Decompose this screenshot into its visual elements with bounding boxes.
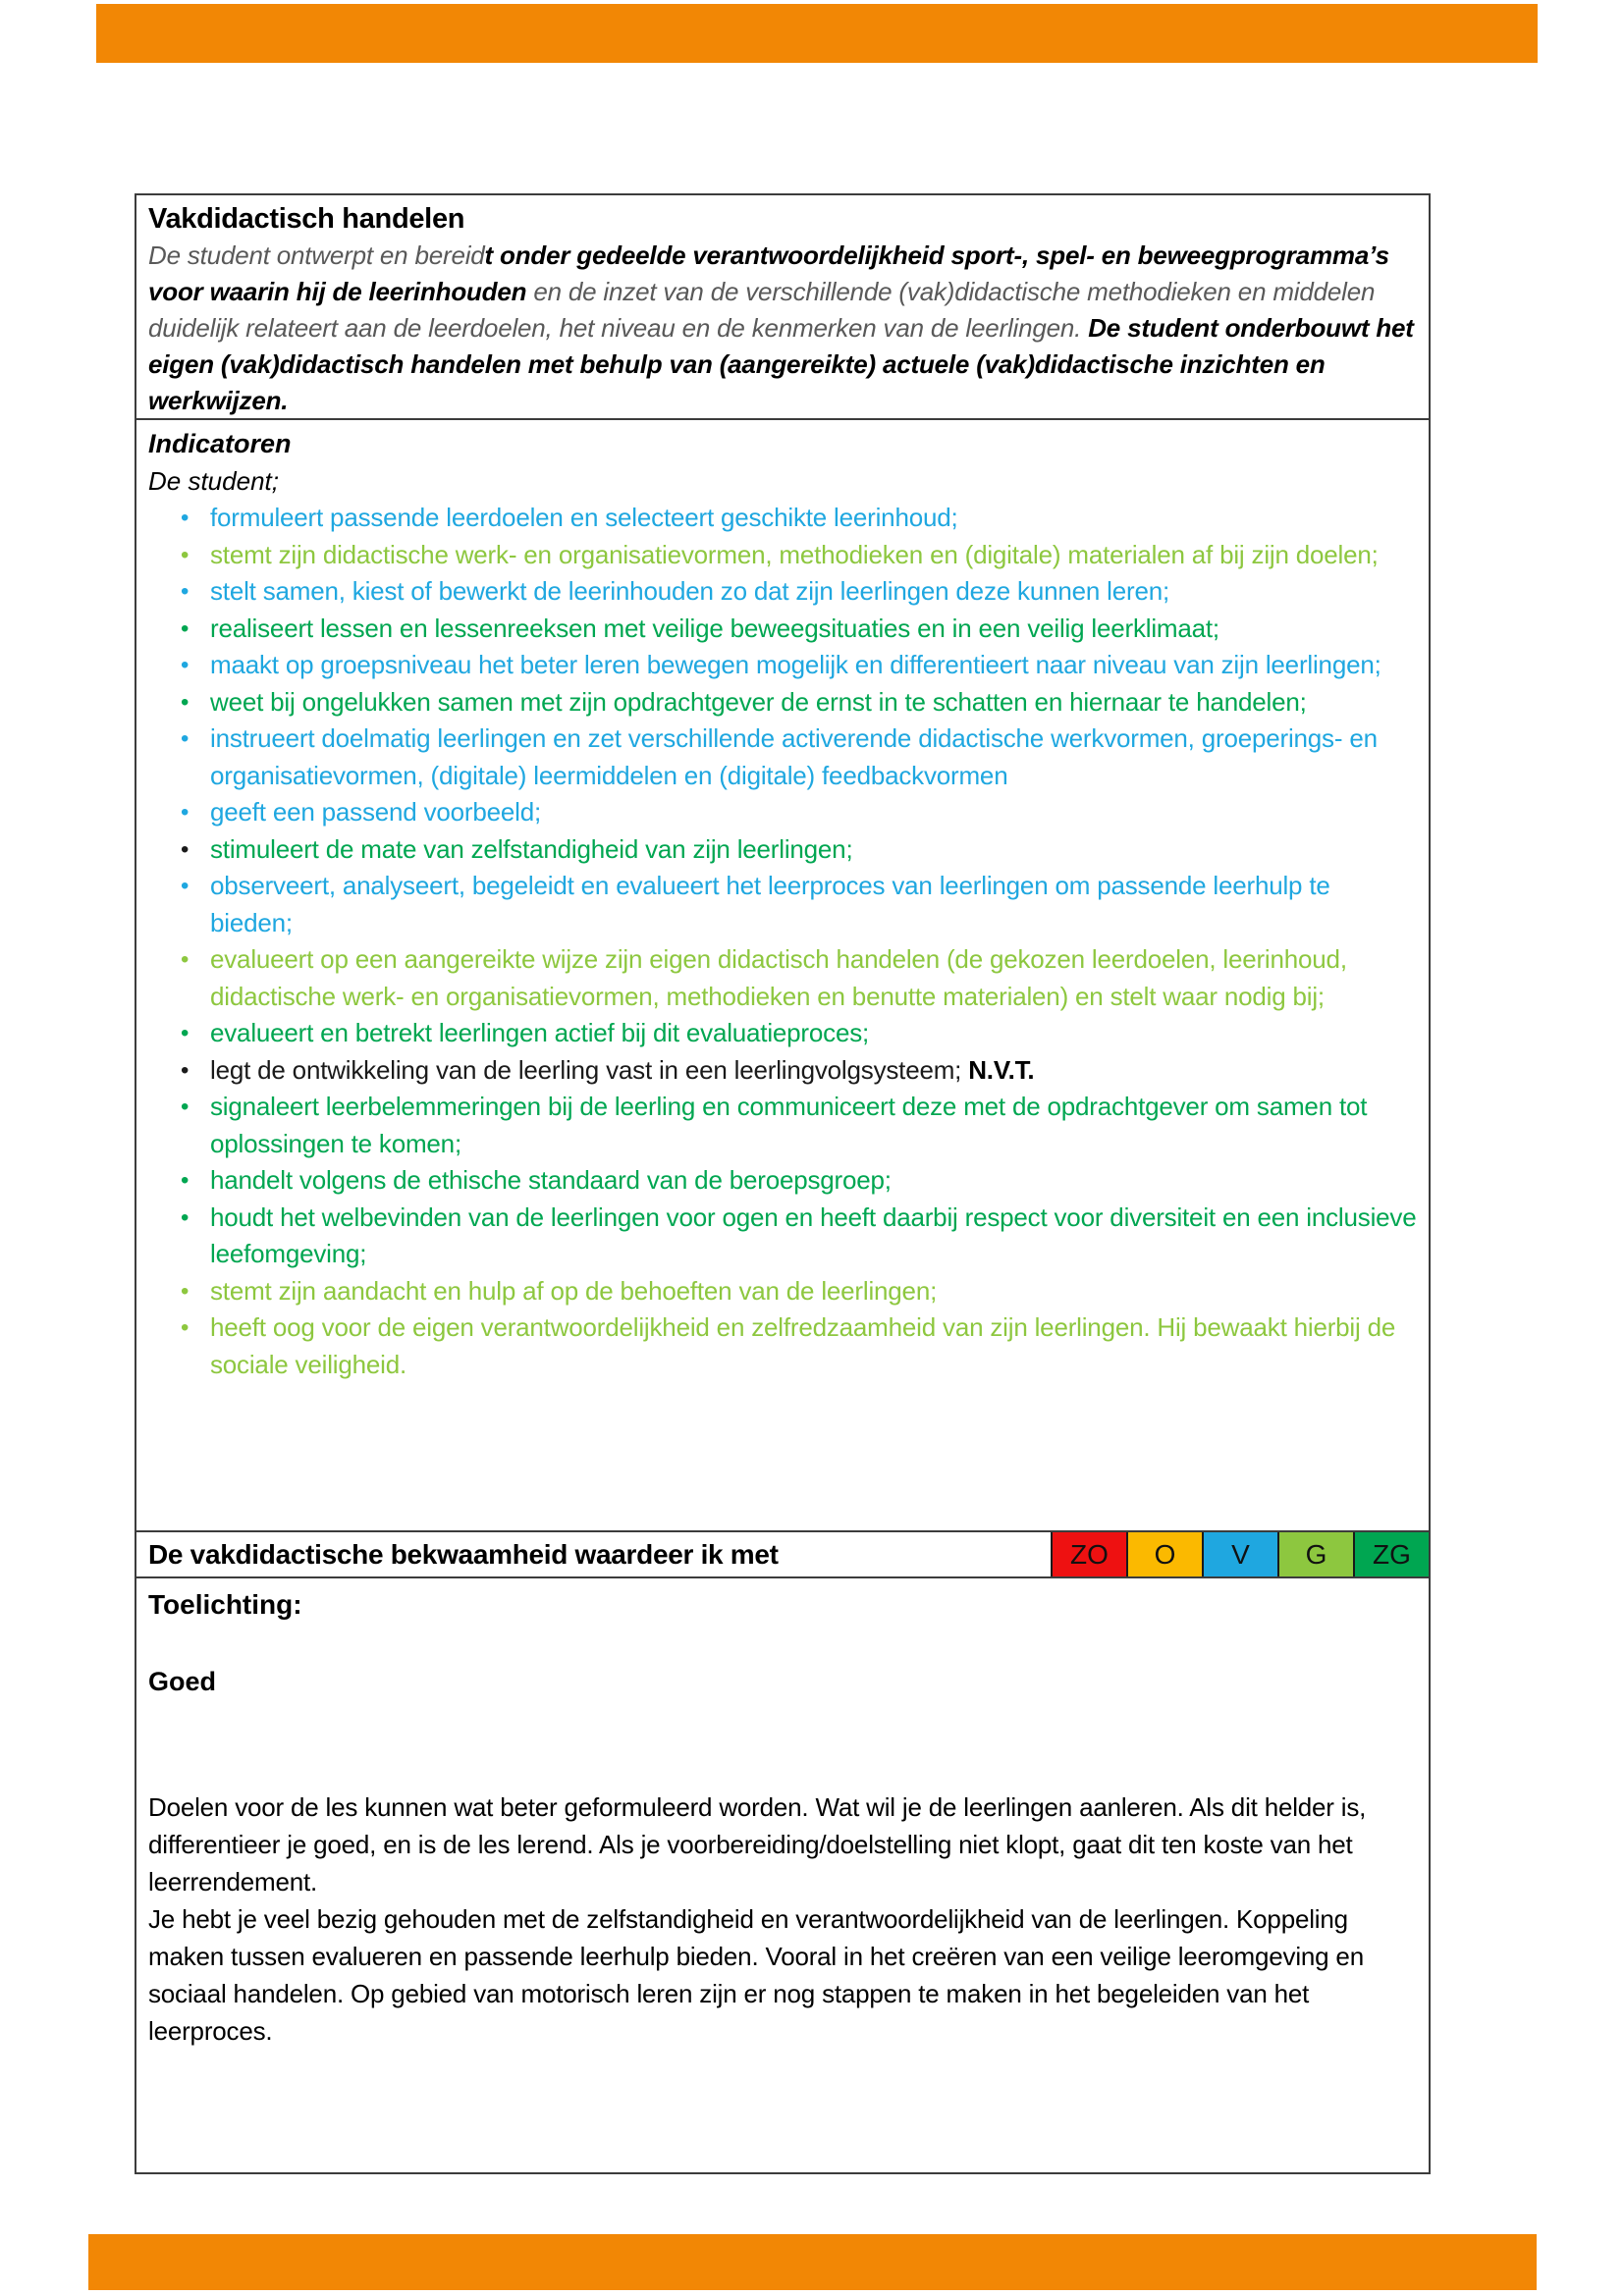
bullet-icon: • xyxy=(181,688,189,716)
competence-description xyxy=(148,238,1417,419)
indicator-text: stemt zijn aandacht en hulp af op de behoeften van de leerlingen; xyxy=(210,1275,938,1306)
section-competence xyxy=(136,195,1429,420)
bullet-icon: • xyxy=(181,1056,189,1084)
indicator-item xyxy=(148,684,1417,721)
indicator-text: heeft oog voor de eigen verantwoordelijkheid en zelfredzaamheid van zijn leerlingen. Hij bewaakt hierbij de sociale veiligheid. xyxy=(210,1312,1396,1379)
indicator-item xyxy=(148,1200,1417,1273)
indicator-item xyxy=(148,721,1417,794)
bullet-icon: • xyxy=(181,799,189,826)
bullet-icon: • xyxy=(181,505,189,531)
indicator-text: instrueert doelmatig leerlingen en zet verschillende activerende didactische werkvormen, groeperings- en organisatievormen, (digitale) leermiddelen en (digitale) feedbackvormen xyxy=(210,723,1378,790)
indicator-text: geeft een passend voorbeeld; xyxy=(210,797,541,827)
section-toelichting xyxy=(136,1578,1429,2176)
bullet-icon: • xyxy=(181,614,189,642)
indicator-text: houdt het welbevinden van de leerlingen voor ogen en heeft daarbij respect voor diversiteit en een inclusieve leefomgeving; xyxy=(210,1201,1417,1268)
section-rating xyxy=(136,1532,1429,1578)
indicator-item xyxy=(148,1309,1417,1383)
indicator-item xyxy=(148,831,1417,869)
indicator-item xyxy=(148,1015,1417,1052)
indicator-item xyxy=(148,1162,1417,1200)
indicator-text: weet bij ongelukken samen met zijn opdrachtgever de ernst in te schatten en hiernaar te handelen; xyxy=(210,686,1307,717)
indicator-text: realiseert lessen en lessenreeksen met veilige beweegsituaties en in een veilig leerklimaat; xyxy=(210,613,1219,643)
bullet-icon: • xyxy=(181,1167,189,1194)
indicator-text: evalueert op een aangereikte wijze zijn eigen didactisch handelen (de gekozen leerdoelen, leerinhoud, didactische werk- en organisatievormen, methodieken en benutte materialen) en stelt waar nodig bij; xyxy=(210,944,1347,1011)
toelichting-text xyxy=(148,1789,1417,2050)
rating-label: De vakdidactische bekwaamheid waardeer ik met xyxy=(136,1532,1051,1576)
bullet-icon: • xyxy=(181,578,189,605)
bullet-icon: • xyxy=(181,946,189,973)
indicator-text: maakt op groepsniveau het beter leren bewegen mogelijk en differentieert naar niveau van zijn leerlingen; xyxy=(210,650,1381,679)
indicator-list xyxy=(148,500,1417,1383)
indicator-text: handelt volgens de ethische standaard van de beroepsgroep; xyxy=(210,1165,892,1195)
indicator-item xyxy=(148,1089,1417,1162)
rating-options xyxy=(1051,1532,1429,1576)
top-orange-bar xyxy=(96,4,1538,63)
indicator-text: stemt zijn didactische werk- en organisatievormen, methodieken en (digitale) materialen af bij zijn doelen; xyxy=(210,539,1379,569)
bullet-icon: • xyxy=(181,873,189,899)
indicator-item xyxy=(148,573,1417,611)
bullet-icon: • xyxy=(181,652,189,678)
description-segment: t onder gedeelde verantwoordelijkheid sport-, spel- en beweegprogramma’s voor waarin hij de leerinhouden xyxy=(148,240,1389,306)
indicator-text: observeert, analyseert, begeleidt en evalueert het leerproces van leerlingen om passende leerhulp te bieden; xyxy=(210,871,1330,937)
description-segment: en de inzet van de verschillende (vak)didactische methodieken en middelen duidelijk relateert aan de leerdoelen, het niveau en de kenmerken van de leerlingen. xyxy=(148,277,1376,343)
toelichting-paragraph: Doelen voor de les kunnen wat beter geformuleerd worden. Wat wil je de leerlingen aanleren. Als dit helder is, differentieer je goed, en is de les lerend. Als je voorbereiding/doelstelling niet klopt, gaat dit ten koste van het leerrendement. xyxy=(148,1792,1367,1896)
toelichting-heading: Toelichting: xyxy=(148,1589,302,1620)
indicator-item xyxy=(148,1273,1417,1310)
indicator-item xyxy=(148,500,1417,537)
description-segment: De student onderbouwt het eigen (vak)didactisch handelen met behulp van (aangereikte) actuele (vak)didactische inzichten en werkwijzen. xyxy=(148,313,1414,415)
grade-value: Goed xyxy=(148,1667,217,1696)
competence-title: Vakdidactisch handelen xyxy=(148,203,465,235)
indicator-text: formuleert passende leerdoelen en selecteert geschikte leerinhoud; xyxy=(210,503,958,532)
bullet-icon: • xyxy=(181,1020,189,1046)
rating-option-o[interactable]: O xyxy=(1126,1532,1202,1576)
indicator-item xyxy=(148,941,1417,1015)
indicator-text: legt de ontwikkeling van de leerling vast in een leerlingvolgsysteem; xyxy=(210,1054,969,1085)
indicator-item xyxy=(148,537,1417,574)
indicator-item xyxy=(148,794,1417,831)
bullet-icon: • xyxy=(181,725,189,752)
bullet-icon: • xyxy=(181,1314,189,1341)
description-segment: De student ontwerpt en bereid xyxy=(148,240,485,270)
bullet-icon: • xyxy=(181,1203,189,1231)
indicator-item xyxy=(148,868,1417,941)
indicator-item xyxy=(148,1052,1417,1090)
bullet-icon: • xyxy=(181,1277,189,1305)
rating-option-zg[interactable]: ZG xyxy=(1353,1532,1429,1576)
bottom-orange-bar xyxy=(88,2234,1537,2290)
indicator-text: evalueert en betrekt leerlingen actief bij dit evaluatieproces; xyxy=(210,1018,870,1047)
assessment-table xyxy=(135,193,1431,2174)
bullet-icon: • xyxy=(181,1094,189,1120)
rating-option-v[interactable]: V xyxy=(1202,1532,1277,1576)
toelichting-paragraph: Je hebt je veel bezig gehouden met de zelfstandigheid en verantwoordelijkheid van de leerlingen. Koppeling maken tussen evalueren en passende leerhulp bieden. Vooral in het creëren van een veilige leeromgeving en sociaal handelen. Op gebied van motorisch leren zijn er nog stappen te maken in het begeleiden van het leerproces. xyxy=(148,1904,1364,2046)
indicator-nvt-label: N.V.T. xyxy=(968,1054,1035,1085)
rating-option-g[interactable]: G xyxy=(1277,1532,1353,1576)
indicator-text: stimuleert de mate van zelfstandigheid van zijn leerlingen; xyxy=(210,833,853,864)
rating-option-zo[interactable]: ZO xyxy=(1051,1532,1126,1576)
indicators-subheading: De student; xyxy=(148,466,279,496)
indicator-item xyxy=(148,611,1417,648)
bullet-icon: • xyxy=(181,541,189,568)
indicators-heading: Indicatoren xyxy=(148,429,292,458)
indicator-text: signaleert leerbelemmeringen bij de leerling en communiceert deze met de opdrachtgever om samen tot oplossingen te komen; xyxy=(210,1092,1368,1158)
bullet-icon: • xyxy=(181,835,189,863)
indicator-text: stelt samen, kiest of bewerkt de leerinhouden zo dat zijn leerlingen deze kunnen leren; xyxy=(210,576,1169,606)
indicator-item xyxy=(148,647,1417,684)
section-indicators xyxy=(136,420,1429,1532)
